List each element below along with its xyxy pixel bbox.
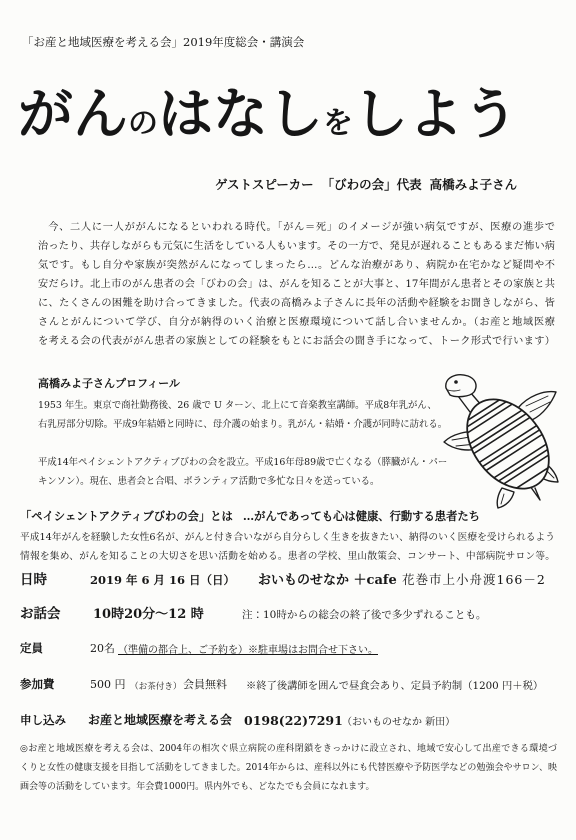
profile-line: 1953 年生。東京で商社勤務後、26 歳で U ターン、北上にて音楽教室講師。平成8年乳がん、	[38, 400, 437, 411]
speaker-org: 「びわの会」代表	[321, 177, 422, 192]
profile-text	[38, 396, 448, 491]
speaker-label: ゲストスピーカー	[215, 177, 314, 192]
intro-line: に、たくさんの困難を助け合ってきました。代表の高橋みよ子さんに長年の活動や経験をお聞きしながら、皆	[38, 298, 555, 309]
venue-name: おいものせなか ＋cafe	[258, 573, 397, 588]
intro-line: を考える会の代表ががん患者の家族としての経験をもとにお話会の聞き手になって、トーク形式で行います）	[38, 336, 555, 347]
speaker-line	[215, 176, 517, 194]
intro-line: さんとがんについて学び、自分が納得のいく治療と医療環境について話し合いませんか。（お産と地域医療	[38, 317, 555, 328]
profile-line: キンソン）。現在、患者会と合唱、ボランティア活動で多忙な日々を送っている。	[38, 476, 380, 487]
page-title	[18, 74, 518, 158]
title-part: を	[323, 106, 354, 141]
fee-note: ※終了後講師を囲んで昼食会あり、定員予約制（1200 円＋税）	[246, 680, 544, 692]
talk-note: 注：10時からの総会の終了後で多少ずれることも。	[242, 609, 487, 621]
apply-phone: 0198(22)7291	[244, 713, 343, 728]
date-label: 日時	[20, 572, 47, 588]
fee-value-note: （お茶付き）	[130, 682, 182, 692]
turtle-icon	[440, 370, 560, 510]
capacity-value: 20名	[90, 642, 115, 655]
apply-label: 申し込み	[20, 713, 66, 727]
about-line: 平成14年がんを経験した女性6名が、がんと付き合いながら自分らしく生きを抜きたい、納得のいく医療を受けられるよう	[20, 532, 555, 543]
apply-org: お産と地域医療を考える会	[88, 713, 233, 727]
profile-spacer	[38, 434, 448, 453]
footer-line: ◎お産と地域医療を考える会は、2004年の相次ぐ県立病院の産科閉鎖をきっかけに設立され、地域で安心して出産できる環境づ	[20, 744, 557, 754]
apply-contact: （おいものせなか 新田）	[342, 717, 456, 728]
talk-row	[20, 600, 560, 624]
title-part: がん	[18, 81, 129, 146]
capacity-row	[20, 634, 560, 658]
profile-line: 平成14年ペイシェントアクティブびわの会を設立。平成16年母89歳で亡くなる（膵臓がん・パー	[38, 457, 448, 468]
about-text	[20, 528, 555, 566]
profile-heading: 高橋みよ子さんプロフィール	[38, 377, 180, 390]
fee-value: 500 円	[90, 678, 126, 691]
talk-time: 10時20分～12 時	[93, 607, 204, 622]
venue-address: 花巻市上小舟渡166－2	[402, 572, 546, 587]
about-tagline: …がんであっても心は健康、行動する患者たち	[242, 509, 480, 523]
intro-line: 気です。もし自分や家族が突然がんになってしまったら…。どんな治療があり、病院か在宅かなど疑問や不	[38, 260, 555, 271]
title-part: はなし	[158, 81, 324, 146]
title-part: の	[128, 106, 159, 141]
footer-note	[20, 740, 557, 797]
fee-row	[20, 670, 560, 694]
fee-label: 参加費	[20, 677, 55, 691]
fee-member: 会員無料	[183, 678, 227, 691]
apply-row	[20, 706, 560, 730]
intro-line: 安だらけ。北上市のがん患者の会「びわの会」は、がんを知ることが大事と、17年間がん患者とその家族と共	[38, 279, 555, 290]
footer-line: くりと女性の健康支援を目指して活動をしてきました。2014年からは、産科以外にも代替医療や予防医学などの勉強会やサロン、映	[20, 763, 557, 773]
capacity-note: （準備の都合上、ご予約を）※駐車場はお問合せ下さい。	[118, 645, 378, 656]
date-row	[20, 566, 560, 590]
date-value: 2019 年 6 月 16 日（日）	[90, 573, 236, 587]
intro-line: 今、二人に一人ががんになるといわれる時代。「がん＝死」のイメージが強い病気ですが、医療の進歩で	[48, 222, 555, 233]
about-heading-line	[20, 508, 480, 525]
speaker-name: 高橋みよ子さん	[429, 177, 518, 192]
intro-paragraph	[38, 218, 555, 351]
intro-line: 治ったり、共存しながらも元気に生活をしている人もいます。その一方で、発見が遅れることもあるまだ怖い病	[38, 241, 555, 252]
about-line: 情報を集め、がんを知ることの大切さを思い活動を始める。患者の学校、里山散策会、コンサート、中部病院サロン等。	[20, 551, 555, 562]
footer-line: 画会等の活動をしています。年会費1000円。県内外でも、どなたでも会員になれます。	[20, 782, 375, 792]
profile-line: 右乳房部分切除。平成9年結婚と同時に、母介護の始まり。乳がん・結婚・介護が同時に訪れる。	[38, 419, 448, 430]
talk-label: お話会	[20, 606, 61, 622]
capacity-label: 定員	[20, 641, 43, 655]
about-heading: 「ペイシェントアクティブびわの会」とは	[20, 509, 233, 523]
title-part: しよう	[353, 81, 519, 146]
event-line: 「お産と地域医療を考える会」2019年度総会・講演会	[22, 35, 305, 49]
